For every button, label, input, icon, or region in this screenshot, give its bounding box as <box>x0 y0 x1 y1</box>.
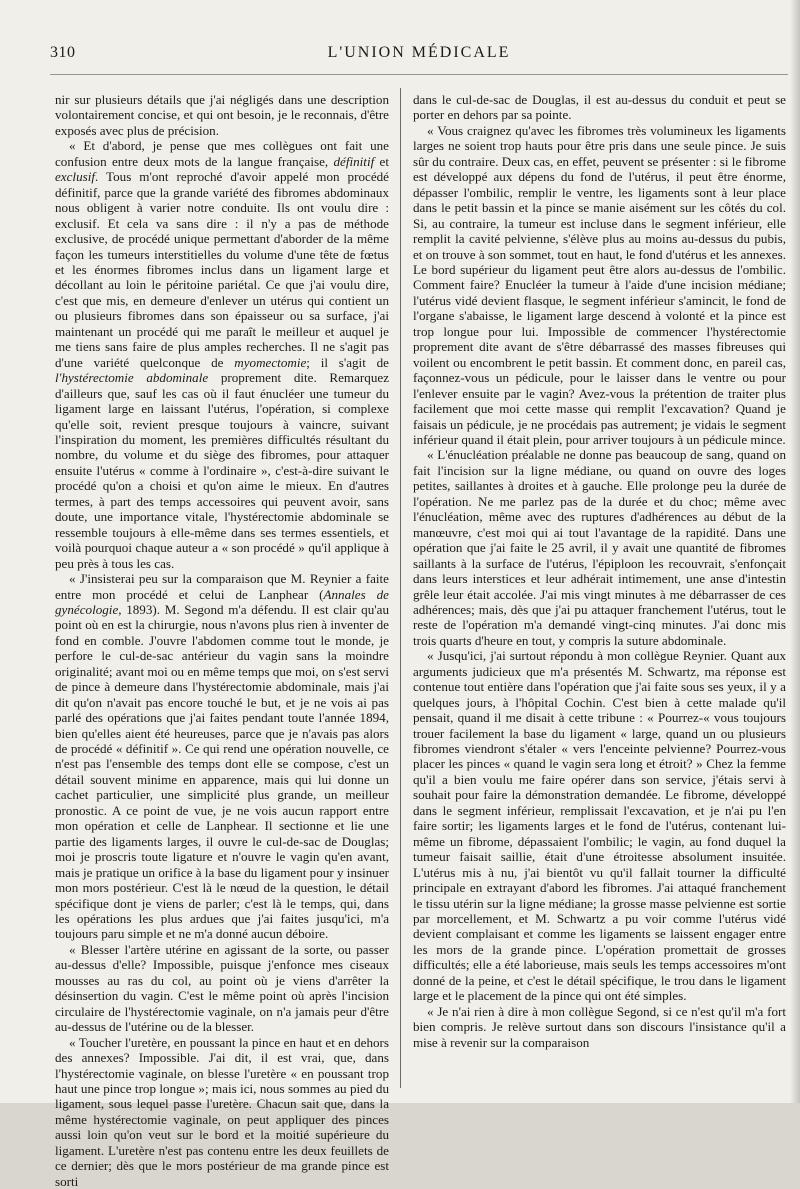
running-head <box>50 44 788 66</box>
paragraph: « Je n'ai rien à dire à mon collègue Segond, si ce n'est qu'il m'a fort bien compris. Je relève surtout dans son discours l'insistance qu'il a mise à revenir sur la comparaison <box>413 1003 786 1050</box>
header-rule <box>50 74 788 75</box>
italic-citation: Annales de gynécologie <box>55 586 389 617</box>
paragraph: nir sur plusieurs détails que j'ai négligés dans une description volontairement concise, et qui ont besoin, je le reconnais, d'être exposés avec plus de précision. <box>55 92 389 138</box>
italic-term: exclusif <box>55 169 95 185</box>
paragraph: « Toucher l'uretère, en poussant la pince en haut et en dehors des annexes? Impossible. J'ai dit, il est vrai, que, dans l'hystérectomie vaginale, on blesse l'uretère « en poussant trop haut une pince trop longue »; mais ici, nous sommes au pied du ligament, sous lequel passe l'uretère. Chacun sait que, dans la même hystérectomie vaginale, on peut appliquer des pinces aussi loin qu'on veut sur le bord et la moitié supérieure du ligament. L'uretère n'est pas contenu entre les deux feuillets de ce dernier; dès que le mors postérieur de ma grande pince est sorti <box>55 1034 389 1189</box>
page-edge-shadow <box>790 0 800 1103</box>
page-number: 310 <box>50 44 76 61</box>
paragraph: « Et d'abord, je pense que mes collègues ont fait une confusion entre deux mots de la langue française, définitif et exclusif. Tous m'ont reproché d'avoir appelé mon procédé définitif, parce que la grande variété des fibromes abdominaux nous obligent à varier notre conduite. Ils ont voulu dire : exclusif. Et cela va sans dire : il n'y a pas de méthode exclusive, de procédé unique permettant d'aborder de la même façon les tumeurs interstitielles du volume d'une tête de fœtus et les énormes fibromes inclus dans un ligament large et décollant au loin le péritoine pariétal. Ce que j'ai voulu dire, c'est que mis, en demeure d'enlever un utérus qui contient un ou plusieurs fibromes dans son épaisseur ou sa surface, j'ai maintenant un procédé qui me paraît le meilleur et auquel je me tiens sans faire de plus amples recherches. Il ne s'agit pas d'une variété quelconque de myomectomie; il s'agit de l'hystérectomie abdominale proprement dite. Remarquez d'ailleurs que, sauf les cas où il faut énucléer une tumeur du ligament large en laissant l'utérus, l'opération, si complexe qu'elle soit, revient presque toujours à vaincre, suivant l'inspiration du moment, les premières difficultés résultant du nombre, du volume et du siège des fibromes, pour attaquer ensuite l'utérus « comme à l'ordinaire », c'est-à-dire suivant le procédé qu'on a choisi et qu'on aime le mieux. En d'autres termes, à part des temps accessoires qui peuvent avoir, sans doute, une importance vitale, l'hystérectomie abdominale se ressemble toujours à elle-même dans ses termes essentiels, et voilà pourquoi chaque auteur a « son procédé » qu'il applique à peu près à tous les cas. <box>55 138 390 571</box>
italic-term: l'hystérectomie abdominale <box>55 370 209 386</box>
paragraph: « Blesser l'artère utérine en agissant de la sorte, ou passer au-dessus d'elle? Impossible, puisque j'enfonce mes ciseaux mousses au ras du col, au point où je viens d'arrêter la désinsertion du vagin. C'est le même point où après l'incision circulaire de l'hystérectomie vaginale, on n'a jamais peur d'être au-dessus de l'utérine ou de la blesser. <box>55 941 389 1035</box>
italic-term: définitif <box>333 153 375 169</box>
column-divider <box>400 88 401 1088</box>
left-column <box>55 92 389 1189</box>
paragraph: « Vous craignez qu'avec les fibromes très volumineux les ligaments larges ne soient trop hauts pour être pris dans une seule pince. Je suis sûr du contraire. Deux cas, en effet, peuvent se présenter : si le fibrome est développé aux dépens du fond de l'utérus, il peut être énorme, dépasser l'ombilic, remplir le ventre, les ligaments sont à leur place dans le petit bassin et la pince se manie aisément sur les côtés du col. Si, au contraire, la tumeur est incluse dans le segment inférieur, elle remplit la cavité pelvienne, s'élève plus au moins au-dessus du pubis, et on trouve à son sommet, tout en haut, le fond d'utérus et les annexes. Le bord supérieur du ligament peut être alors au-dessus de l'ombilic. Comment faire? Enucléer la tumeur à l'aide d'une incision médiane; l'utérus vidé devient flasque, le segment inférieur s'amincit, le fond de l'organe s'abaisse, le ligament large descend à volonté et la pince est trop longue pour lui. Impossible de commencer l'hystérectomie proprement dite avant de s'être débarrassé des masses fibreuses qui voilent ou encombrent le petit bassin. Et comment donc, en pareil cas, façonnez-vous un pédicule, pour le laisser dans le ventre ou pour l'enlever ensuite par le vagin? Avez-vous la prétention de traiter plus facilement que moi cette masse qui remplit l'excavation? Quand je faisais un pédicule, je ne procédais pas autrement; je vidais le segment inférieur quand il était plein, pour arriver toujours à un pédicule mince. <box>413 122 786 447</box>
italic-term: myomectomie <box>234 354 307 370</box>
journal-title: L'UNION MÉDICALE <box>327 44 511 61</box>
right-column <box>413 92 786 1050</box>
paragraph: « L'énucléation préalable ne donne pas beaucoup de sang, quand on fait l'incision sur la ligne médiane, ou quand on ouvre des loges petites, saillantes à droites et à gauche. Elle prolonge peu la durée de l'opération. Ne me parlez pas de la durée et du choc; même avec l'énucléation, même avec des ruptures d'adhérences au début de la manœuvre, c'est moi qui ai tout l'avantage de la rapidité. Dans une opération que j'ai faite le 25 avril, il y avait une quantité de fibromes saillants à la surface de l'utérus, l'épiploon les recouvrait, s'enfonçait dans leurs interstices et leur adhérait intimement, une anse d'intestin grêle leur était accolée. J'ai mis vingt minutes à me débarrasser de ces adhérences; mais, dès que j'ai pu attaquer franchement l'utérus, tout le reste de l'opération m'a demandé vingt-cinq minutes. J'ai donc mis trois quarts d'heure en tout, y compris la suture abdominale. <box>413 447 786 648</box>
paragraph: « Jusqu'ici, j'ai surtout répondu à mon collègue Reynier. Quant aux arguments judicieux que m'a présentés M. Schwartz, ma réponse est contenue tout entière dans l'opération que j'ai faite sous ses yeux, il y a quelques jours, à l'hôpital Cochin. C'est bien à cette malade qu'il pensait, quand il me disait à cette tribune : « Pourrez-« vous toujours trouer facilement la base du ligament « large, quand un ou plusieurs fibromes viendront s'étaler « vers l'enceinte pelvienne? Pourrez-vous placer les pinces « quand le vagin sera long et étroit? » Chez la femme qu'il a bien voulu me faire opérer dans son service, j'étais servi à souhait pour faire la démonstration demandée. Le fibrome, développé dans le segment inférieur, remplissait l'excavation, et je n'ai pu l'en faire sortir; les ligaments larges et le fond de l'utérus, contenant lui-même un fibrome, dépassaient l'ombilic; le vagin, au fond duquel la tumeur faisait saillie, était d'une étroitesse absolument insuitée. L'utérus mis à nu, j'ai bientôt vu qu'il fallait tourner la difficulté principale en extrayant d'abord les fibromes. J'ai attaqué franchement le tissu utérin sur la ligne médiane; la grosse masse pelvienne est sortie par morcellement, et M. Schwartz a pu voir comme l'utérus vidé devient complaisant et comme les ligaments se laissent engager entre les mors de la grande pince. L'opération promettait de grosses difficultés; elle a été laborieuse, mais seuls les temps accessoires m'ont donné de la peine, et c'est le détail spécifique, le trou dans le ligament large et le placement de la pince qui ont été simples. <box>413 648 786 1004</box>
paragraph: dans le cul-de-sac de Douglas, il est au-dessus du conduit et peut se porter en dehors par sa pointe. <box>413 92 786 123</box>
paragraph: « J'insisterai peu sur la comparaison que M. Reynier a faite entre mon procédé et celui de Lanphear (Annales de gynécologie, 1893). M. Segond m'a défendu. Il est clair qu'au point où en est la chirurgie, nous n'avons plus rien à inventer de fond en comble. J'ouvre l'abdomen comme tout le monde, je perfore le cul-de-sac antérieur du vagin sans la moindre originalité; avant moi ou en même temps que moi, on s'est servi de pince à demeure dans l'hystérectomie abdominale, mais j'ai dit qu'on n'avait pas encore touché le but, et je ne vois ai pas parlé des opérations que j'ai faites pendant toute l'année 1894, bien qu'elles aient été heureuses, parce que je n'avais pas alors de procédé « définitif ». Ce qui rend une opération nouvelle, ce n'est pas l'ensemble des temps dont elle se compose, c'est un détail souvent minime en apparence, mais qui lui donne un cachet particulier, une simplicité plus grande, un meilleur pronostic. A ce point de vue, je ne vois aucun rapport entre mon opération et celle de Lanphear. Il sectionne et lie une partie des ligaments larges, il ouvre le cul-de-sac de Douglas; moi je proscris toute ligature et n'ouvre le vagin qu'en avant, mais je pratique un orifice à la base du ligament pour y insinuer mon mors postérieur. C'est là le nœud de la question, le détail spécifique dont je viens de parler; c'est là le temps, qui, dans les opérations les plus ardues que j'ai faites jusqu'ici, m'a toujours paru simple et ne m'a donné aucun déboire. <box>55 571 389 942</box>
